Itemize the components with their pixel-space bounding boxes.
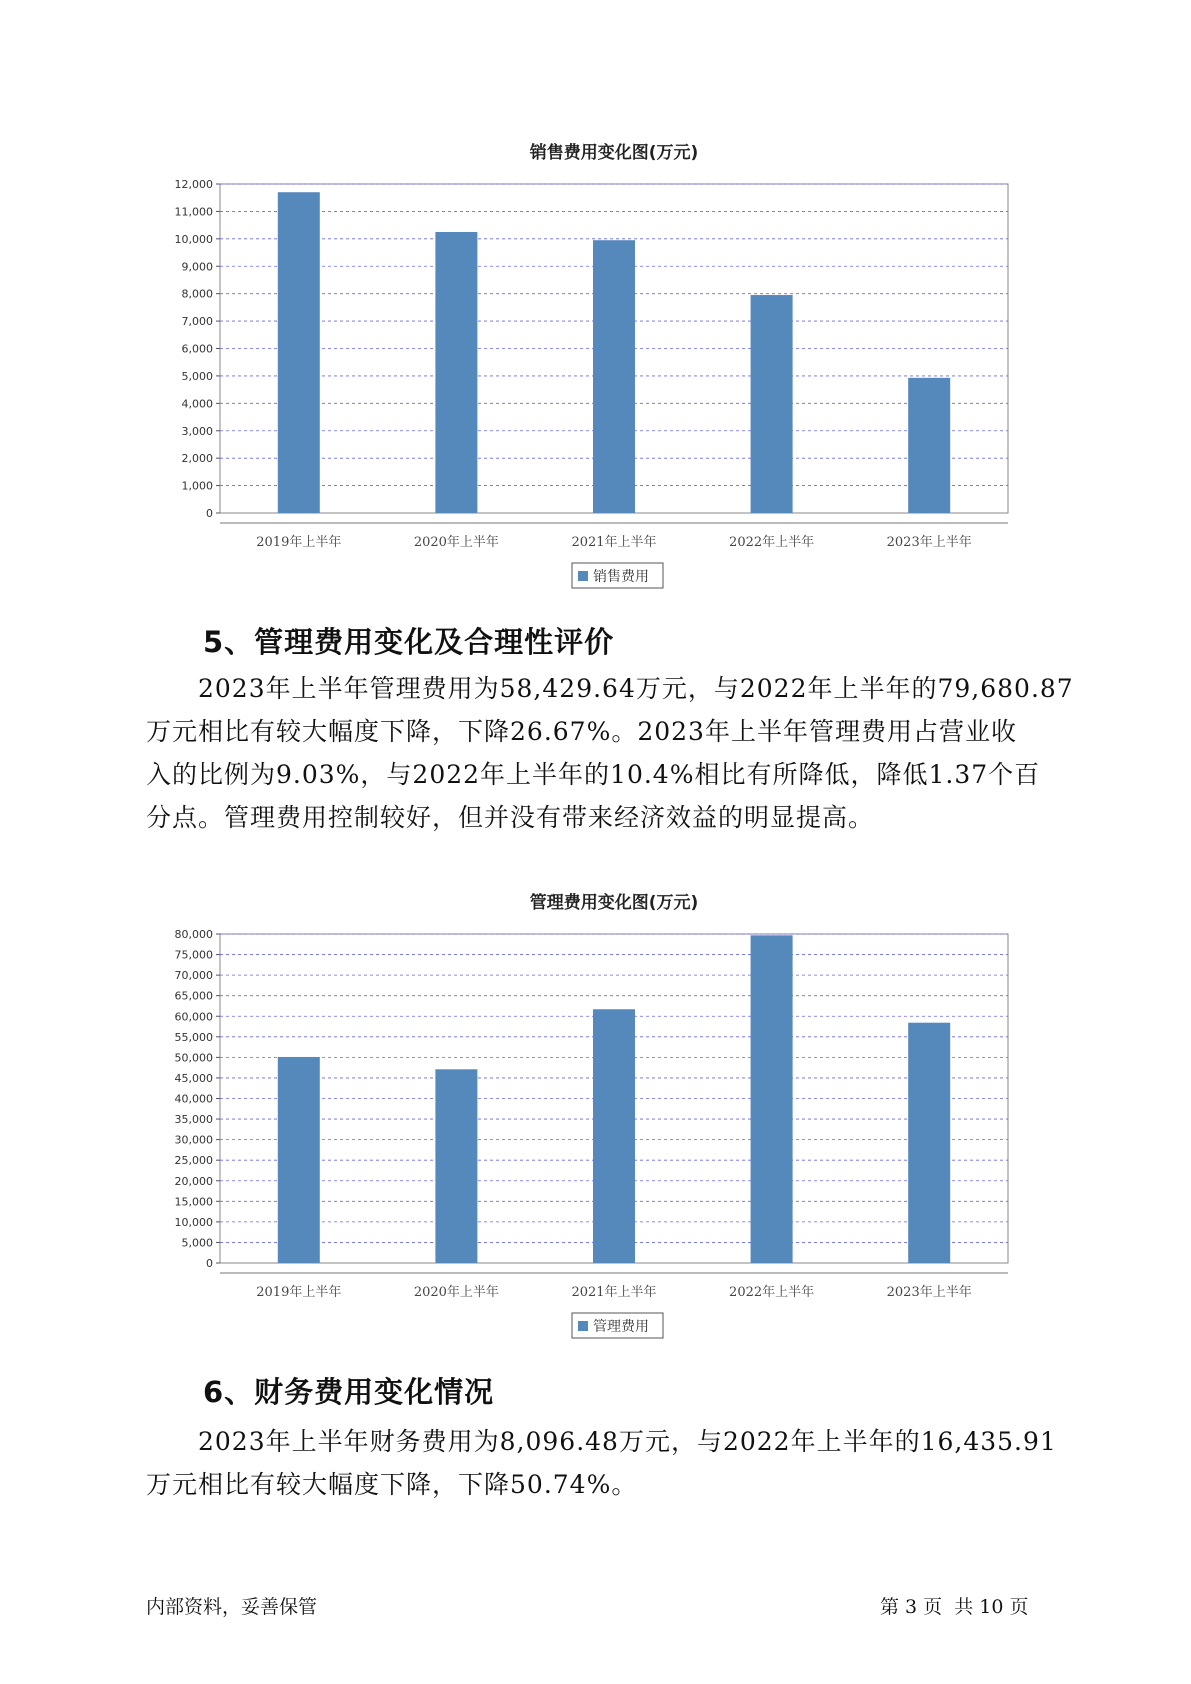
- y-tick-label: 5,000: [181, 369, 213, 383]
- x-tick-label: 2020年上半年: [413, 1285, 499, 1300]
- sales-bar: [593, 240, 635, 513]
- x-tick-label: 2019年上半年: [256, 1285, 342, 1300]
- y-tick-label: 0: [206, 1257, 213, 1270]
- sales-bar: [751, 295, 793, 513]
- y-tick-label: 70,000: [174, 969, 213, 983]
- y-tick-label: 1,000: [181, 479, 213, 493]
- y-tick-label: 20,000: [174, 1174, 213, 1188]
- y-tick-label: 9,000: [181, 260, 213, 274]
- y-tick-label: 65,000: [174, 989, 213, 1003]
- y-tick-label: 10,000: [174, 232, 213, 246]
- y-tick-label: 60,000: [174, 1010, 213, 1024]
- x-tick-label: 2021年上半年: [571, 535, 657, 550]
- y-tick-label: 11,000: [174, 205, 213, 219]
- admin-expense-chart: [0, 878, 1191, 1335]
- legend-swatch: [578, 1321, 588, 1331]
- admin-bar: [278, 1057, 320, 1263]
- sales-expense-chart: [0, 128, 1191, 585]
- y-tick-label: 50,000: [174, 1051, 213, 1065]
- x-tick-label: 2019年上半年: [256, 535, 342, 550]
- admin-bar: [908, 1023, 950, 1263]
- y-tick-label: 0: [206, 507, 213, 520]
- y-tick-label: 40,000: [174, 1092, 213, 1106]
- y-tick-label: 8,000: [181, 287, 213, 301]
- paragraph-line: 万元相比有较大幅度下降，下降26.67%。2023年上半年管理费用占营业收: [146, 717, 1017, 746]
- legend-label: 销售费用: [593, 569, 649, 585]
- sales-bar: [278, 192, 320, 513]
- y-tick-label: 35,000: [174, 1113, 213, 1127]
- y-tick-label: 10,000: [174, 1215, 213, 1229]
- x-tick-label: 2020年上半年: [413, 535, 499, 550]
- paragraph-line: 入的比例为9.03%，与2022年上半年的10.4%相比有所降低，降低1.37个百: [146, 760, 1041, 789]
- y-tick-label: 80,000: [174, 928, 213, 941]
- footer-confidential-note: 内部资料，妥善保管: [146, 1596, 318, 1618]
- admin-bar: [593, 1009, 635, 1263]
- y-tick-label: 45,000: [174, 1071, 213, 1085]
- legend-label: 管理费用: [593, 1319, 649, 1335]
- y-tick-label: 7,000: [181, 315, 213, 329]
- y-tick-label: 75,000: [174, 948, 213, 962]
- paragraph-line: 万元相比有较大幅度下降，下降50.74%。: [146, 1470, 638, 1499]
- sales-bar: [435, 232, 477, 513]
- chart-title: 管理费用变化图(万元): [529, 893, 699, 913]
- x-tick-label: 2022年上半年: [729, 535, 815, 550]
- y-tick-label: 5,000: [181, 1236, 213, 1250]
- admin-expense-chart-svg: [0, 878, 1191, 1335]
- x-tick-label: 2022年上半年: [729, 1285, 815, 1300]
- y-tick-label: 55,000: [174, 1030, 213, 1044]
- sales-expense-chart-svg: [0, 128, 1191, 585]
- paragraph-line: 2023年上半年管理费用为58,429.64万元，与2022年上半年的79,680.87: [198, 674, 1074, 703]
- y-tick-label: 15,000: [174, 1195, 213, 1209]
- x-tick-label: 2023年上半年: [886, 535, 972, 550]
- y-tick-label: 2,000: [181, 452, 213, 466]
- x-tick-label: 2021年上半年: [571, 1285, 657, 1300]
- y-tick-label: 6,000: [181, 342, 213, 356]
- section5-heading: 5、管理费用变化及合理性评价: [203, 625, 615, 659]
- admin-bar: [435, 1069, 477, 1263]
- y-tick-label: 12,000: [174, 178, 213, 191]
- paragraph-line: 2023年上半年财务费用为8,096.48万元，与2022年上半年的16,435.91: [198, 1427, 1057, 1456]
- sales-bar: [908, 378, 950, 513]
- paragraph-line: 分点。管理费用控制较好，但并没有带来经济效益的明显提高。: [146, 803, 875, 832]
- legend-swatch: [578, 571, 588, 581]
- section5-paragraph: [146, 667, 1074, 839]
- admin-bar: [751, 935, 793, 1263]
- y-tick-label: 3,000: [181, 424, 213, 438]
- x-tick-label: 2023年上半年: [886, 1285, 972, 1300]
- section6-paragraph: [146, 1420, 1066, 1506]
- footer-page-number: 第 3 页 共 10 页: [880, 1596, 1029, 1618]
- section6-heading: 6、财务费用变化情况: [203, 1375, 495, 1409]
- chart-title: 销售费用变化图(万元): [529, 143, 699, 163]
- y-tick-label: 25,000: [174, 1154, 213, 1168]
- y-tick-label: 4,000: [181, 397, 213, 411]
- y-tick-label: 30,000: [174, 1133, 213, 1147]
